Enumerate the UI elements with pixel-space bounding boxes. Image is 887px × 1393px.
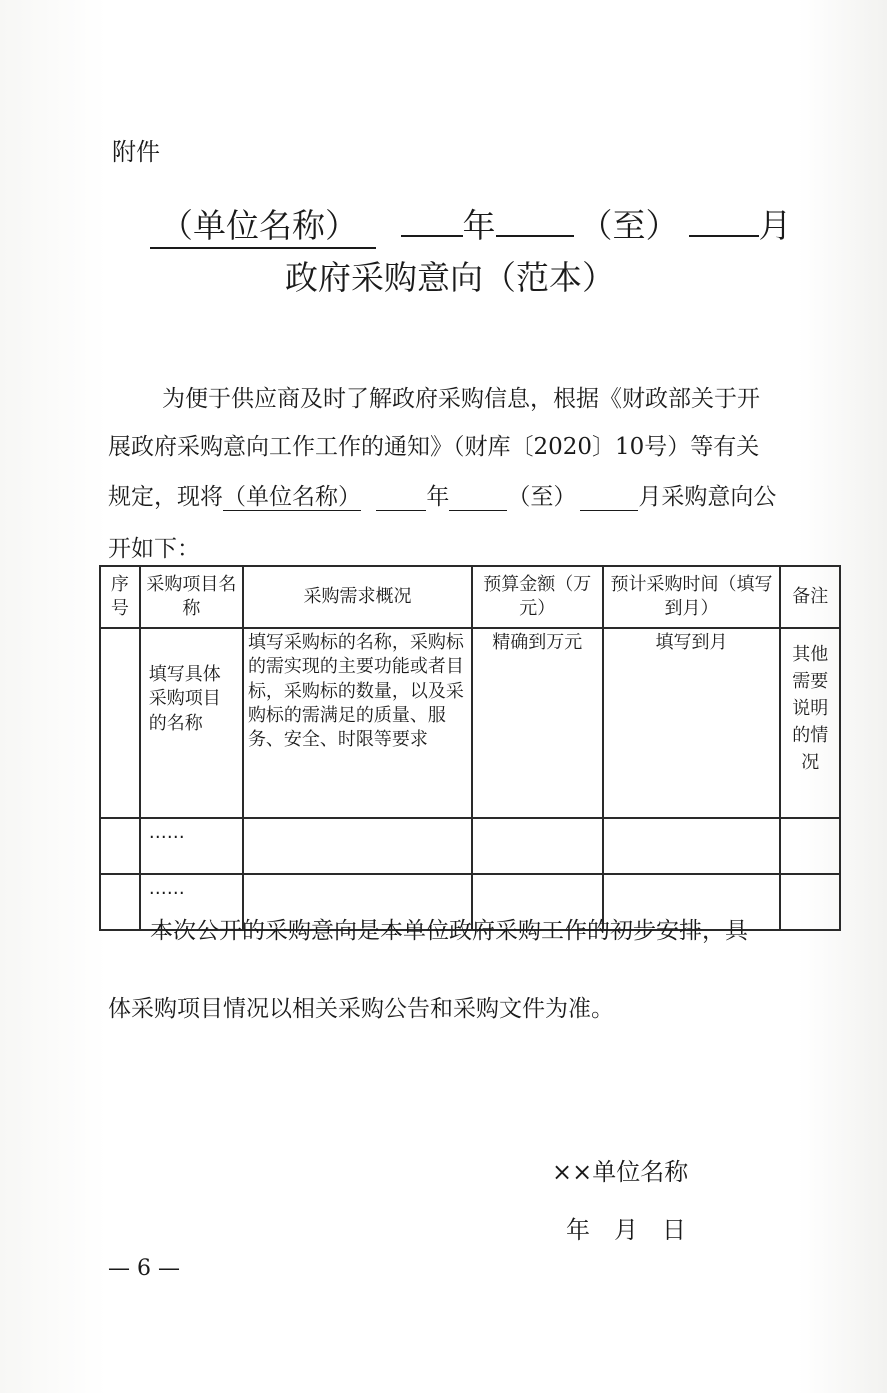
title-year-suffix: 年 [462,206,496,245]
row-time: 填写到月 [603,628,781,818]
header-time: 预计采购时间（填写到月） [603,566,781,628]
intro-year: 年 [426,484,450,510]
header-budget: 预算金额（万元） [472,566,603,628]
row-name: 填写具体采购项目的名称 [140,628,243,818]
table-row [100,818,840,874]
procurement-table [99,565,841,931]
document-subtitle: 政府采购意向（范本） [285,258,615,297]
row-name: …… [140,818,243,874]
closing-line-2: 体采购项目情况以相关采购公告和采购文件为准。 [108,996,614,1022]
row-index [100,628,140,818]
row-index [100,874,140,930]
header-index: 序号 [100,566,140,628]
row-note: 其他需要说明的情况 [780,628,840,818]
title-month-suffix: 月 [758,206,792,245]
intro-year-blank [376,485,426,511]
title-unit-name: （单位名称） [150,200,376,249]
title-year-blank [401,235,463,237]
document-title [150,200,810,249]
row-requirement [243,818,472,874]
row-note [780,818,840,874]
title-start-month-blank [496,235,574,237]
signature-date: 年 月 日 [566,1216,686,1244]
row-requirement: 填写采购标的名称，采购标的需实现的主要功能或者目标，采购标的数量，以及采购标的需满足的质量、服务、安全、时限等要求 [243,628,472,818]
header-requirement: 采购需求概况 [243,566,472,628]
intro-unit-name: （单位名称） [223,484,361,510]
header-name: 采购项目名称 [140,566,243,628]
signature-unit: ××单位名称 [552,1158,689,1186]
row-budget: 精确到万元 [472,628,603,818]
closing-line-1: 本次公开的采购意向是本单位政府采购工作的初步安排，具 [150,918,748,944]
page-number: — 6 — [108,1256,180,1281]
row-name: …… [140,874,243,930]
intro-line-4: 开如下： [108,536,200,562]
intro-line-3 [108,478,836,511]
intro-line-1: 为便于供应商及时了解政府采购信息，根据《财政部关于开 [162,386,760,412]
title-to: （至） [579,206,679,245]
title-end-month-blank [689,235,759,237]
intro-line-2: 展政府采购意向工作工作的通知》（财库〔2020〕10号）等有关 [108,434,760,460]
intro-line-3-prefix: 规定，现将 [108,484,223,510]
table-header-row [100,566,840,628]
table-row [100,628,840,818]
intro-to: （至） [507,484,577,510]
intro-end-month-blank [580,485,638,511]
row-index [100,818,140,874]
row-time [603,818,781,874]
attachment-label: 附件 [112,138,160,166]
intro-start-month-blank [449,485,507,511]
intro-line-3-suffix: 月采购意向公 [638,484,777,510]
row-budget [472,818,603,874]
header-note: 备注 [780,566,840,628]
